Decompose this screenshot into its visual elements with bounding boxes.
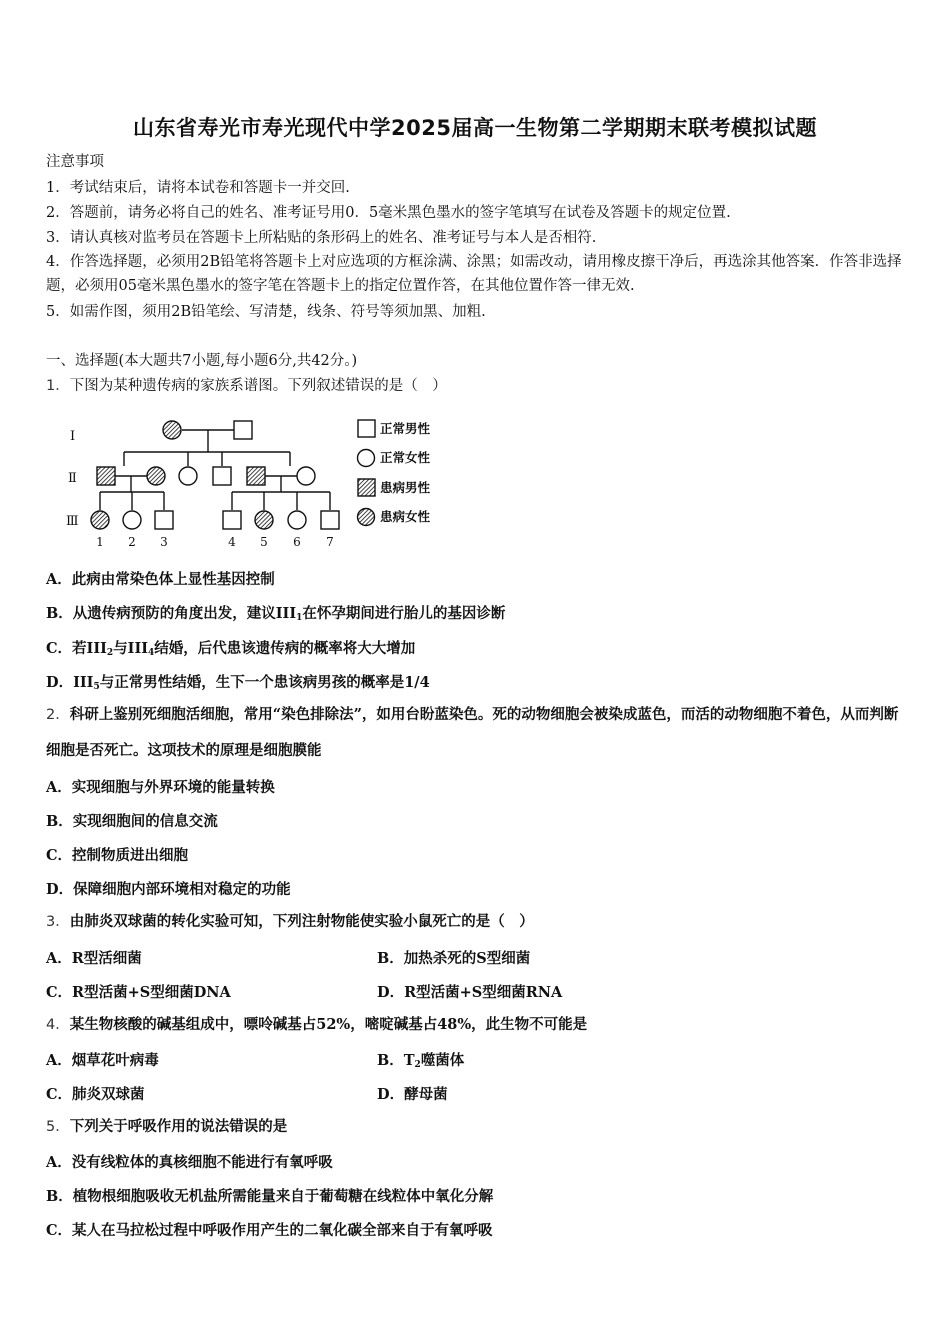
question-1-stem — [46, 376, 447, 396]
question-5-stem — [46, 1117, 287, 1137]
notice-item-5: 5．如需作图，须用2B铅笔绘、写清楚，线条、符号等须加黑、加粗. — [46, 304, 486, 320]
q1-option-a: A．此病由常染色体上显性基因控制 — [46, 571, 275, 588]
legend-normal-male-icon — [358, 420, 375, 437]
generation-label-2: Ⅱ — [68, 471, 77, 486]
question-text: 某生物核酸的碱基组成中，嘌呤碱基占52%，嘧啶碱基占48%，此生物不可能是 — [69, 1016, 588, 1033]
individual-number: 6 — [293, 535, 301, 549]
individual-number: 7 — [326, 535, 334, 549]
q1-option-b: B．从遗传病预防的角度出发，建议$III_1$在怀孕期间进行胎儿的基因诊断 — [46, 605, 506, 623]
question-4-stem — [46, 1015, 587, 1035]
generation-label-1: Ⅰ — [70, 429, 76, 444]
normal-female-symbol — [123, 511, 141, 529]
legend-affected-female: 患病女性 — [380, 509, 431, 524]
notice-item-2: 2．答题前，请务必将自己的姓名、准考证号用0．5毫米黑色墨水的签字笔填写在试卷及答题卡的规定位置. — [46, 205, 731, 221]
normal-male-symbol — [223, 511, 241, 529]
section-heading: 一、选择题(本大题共7小题,每小题6分,共42分。) — [46, 353, 358, 369]
affected-male-symbol — [97, 467, 115, 485]
affected-female-symbol — [91, 511, 109, 529]
legend-normal-female: 正常女性 — [380, 450, 431, 465]
individual-number: 4 — [228, 535, 236, 549]
question-text: 下列关于呼吸作用的说法错误的是 — [69, 1118, 288, 1135]
question-text: 下图为某种遗传病的家族系谱图。下列叙述错误的是（ ） — [69, 378, 447, 394]
notice-item-3: 3．请认真核对监考员在答题卡上所粘贴的条形码上的姓名、准考证号与本人是否相符. — [46, 230, 597, 246]
normal-female-symbol — [179, 467, 197, 485]
normal-male-symbol — [234, 421, 252, 439]
q4-option-c: C．肺炎双球菌 — [46, 1086, 145, 1103]
q3-option-d: D．R型活菌+S型细菌RNA — [377, 984, 563, 1001]
normal-male-symbol — [213, 467, 231, 485]
legend-normal-male: 正常男性 — [380, 421, 431, 436]
q4-option-b: B．$T_2$噬菌体 — [377, 1052, 465, 1070]
question-3-stem — [46, 912, 534, 932]
q3-option-b: B．加热杀死的S型细菌 — [377, 950, 531, 967]
affected-female-symbol — [255, 511, 273, 529]
q2-option-d: D．保障细胞内部环境相对稳定的功能 — [46, 881, 291, 898]
legend-affected-male: 患病男性 — [380, 480, 431, 495]
affected-male-symbol — [247, 467, 265, 485]
question-text: 科研上鉴别死细胞活细胞，常用“染色排除法”，如用台盼蓝染色。死的动物细胞会被染成蓝色，而活的动物细胞不着色，从而判断细胞是否死亡。这项技术的原理是细胞膜能 — [46, 706, 899, 759]
legend-affected-male-icon — [358, 479, 375, 496]
question-number: 3． — [46, 914, 70, 930]
q3-option-c: C．R型活菌+S型细菌DNA — [46, 984, 231, 1001]
q2-option-b: B．实现细胞间的信息交流 — [46, 813, 218, 830]
individual-number: 2 — [128, 535, 136, 549]
question-number: 5． — [46, 1119, 70, 1135]
q5-option-a: A．没有线粒体的真核细胞不能进行有氧呼吸 — [46, 1154, 333, 1171]
q2-option-a: A．实现细胞与外界环境的能量转换 — [46, 779, 275, 796]
page-title: 山东省寿光市寿光现代中学2025届高一生物第二学期期末联考模拟试题 — [133, 116, 817, 140]
pedigree-chart — [60, 410, 460, 550]
individual-number: 5 — [260, 535, 268, 549]
individual-number: 1 — [96, 535, 104, 549]
q4-option-a: A．烟草花叶病毒 — [46, 1052, 159, 1069]
legend-affected-female-icon — [358, 509, 375, 526]
question-text: 由肺炎双球菌的转化实验可知，下列注射物能使实验小鼠死亡的是（ ） — [69, 913, 534, 930]
normal-female-symbol — [288, 511, 306, 529]
generation-label-3: Ⅲ — [66, 514, 79, 529]
q5-option-b: B．植物根细胞吸收无机盐所需能量来自于葡萄糖在线粒体中氧化分解 — [46, 1188, 494, 1205]
question-2-stem — [46, 697, 908, 769]
notice-item-1: 1．考试结束后，请将本试卷和答题卡一并交回. — [46, 180, 350, 196]
question-number: 4． — [46, 1017, 70, 1033]
legend-normal-female-icon — [358, 450, 375, 467]
question-number: 1． — [46, 378, 70, 394]
individual-number: 3 — [160, 535, 168, 549]
q2-option-c: C．控制物质进出细胞 — [46, 847, 189, 864]
notice-heading: 注意事项 — [46, 154, 104, 170]
q5-option-c: C．某人在马拉松过程中呼吸作用产生的二氧化碳全部来自于有氧呼吸 — [46, 1222, 493, 1239]
normal-male-symbol — [321, 511, 339, 529]
question-number: 2． — [46, 707, 70, 723]
normal-female-symbol — [297, 467, 315, 485]
notice-item-4: 4．作答选择题，必须用2B铅笔将答题卡上对应选项的方框涂满、涂黑；如需改动，请用橡皮擦干净后，再选涂其他答案．作答非选择题，必须用05毫米黑色墨水的签字笔在答题卡上的指定位置作答，在其他位置作答一律无效. — [46, 254, 902, 294]
q1-option-c: C．若$III_2$与$III_4$结婚，后代患该遗传病的概率将大大增加 — [46, 640, 416, 658]
normal-male-symbol — [155, 511, 173, 529]
affected-female-symbol — [147, 467, 165, 485]
q1-option-d: D．$III_5$与正常男性结婚，生下一个患该病男孩的概率是1/4 — [46, 674, 430, 692]
q3-option-a: A．R型活细菌 — [46, 950, 142, 967]
q4-option-d: D．酵母菌 — [377, 1086, 448, 1103]
affected-female-symbol — [163, 421, 181, 439]
